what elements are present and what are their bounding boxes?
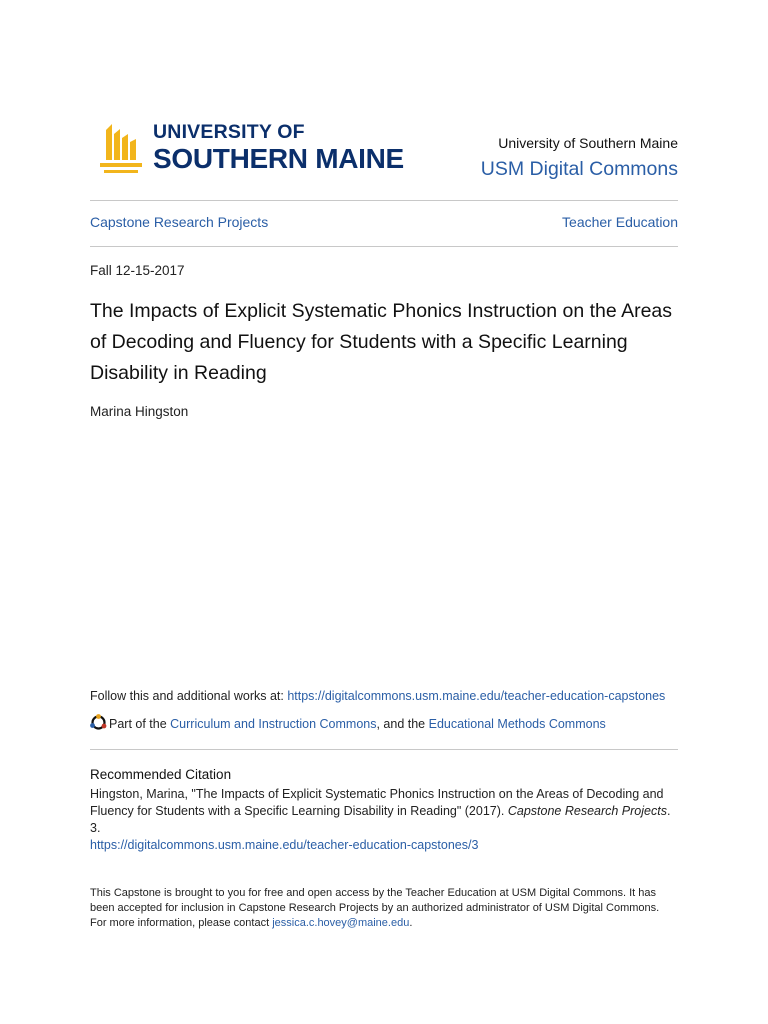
- open-access-network-icon: [90, 714, 107, 734]
- divider: [90, 749, 678, 750]
- follow-url-link[interactable]: https://digitalcommons.usm.maine.edu/teacher-education-capstones: [287, 689, 666, 703]
- part-of-middle: , and the: [376, 717, 429, 731]
- divider: [90, 246, 678, 247]
- series-link[interactable]: Capstone Research Projects: [90, 214, 269, 230]
- citation-url-link[interactable]: https://digitalcommons.usm.maine.edu/teacher-education-capstones/3: [90, 838, 479, 852]
- footer-end: .: [409, 917, 413, 929]
- follow-line: [90, 689, 665, 703]
- citation-text: [90, 786, 678, 837]
- curriculum-commons-link[interactable]: Curriculum and Instruction Commons: [170, 717, 377, 731]
- department-link[interactable]: Teacher Education: [562, 214, 678, 230]
- footer-text: This Capstone is brought to you for free and open access by the Teacher Education at USM Digital Commons. It has been accepted for inclusion in Capstone Research Projects by an authorized administrator of USM Digital Commons. For more information, please contact: [90, 887, 660, 929]
- document-title: The Impacts of Explicit Systematic Phonics Instruction on the Areas of Decoding and Fluency for Students with a Specific Learning Disability in Reading: [90, 300, 673, 384]
- follow-prefix: Follow this and additional works at:: [90, 689, 288, 703]
- logo-line-2: SOUTHERN MAINE: [153, 143, 404, 174]
- institution-name: University of Southern Maine: [498, 135, 678, 151]
- usm-logo[interactable]: [98, 118, 404, 180]
- divider: [90, 200, 678, 201]
- educational-methods-commons-link[interactable]: Educational Methods Commons: [428, 717, 606, 731]
- citation-main: Hingston, Marina, "The Impacts of Explicit Systematic Phonics Instruction on the Areas of Decoding and Fluency for Students with a Specific Learning Disability in Reading" (2017).: [90, 787, 664, 818]
- part-of-prefix: Part of the: [109, 717, 171, 731]
- author-name[interactable]: Marina Hingston: [90, 404, 189, 419]
- repository-link[interactable]: USM Digital Commons: [480, 158, 678, 180]
- citation-heading: Recommended Citation: [90, 767, 232, 782]
- part-of-line: [90, 714, 606, 734]
- publication-date: Fall 12-15-2017: [90, 263, 185, 278]
- citation-tail: . 3.: [90, 804, 671, 835]
- contact-email-link[interactable]: jessica.c.hovey@maine.edu: [272, 917, 410, 929]
- header: [90, 118, 678, 190]
- logo-line-1: UNIVERSITY OF: [153, 121, 305, 143]
- footer-notice: [90, 886, 660, 931]
- citation-series: Capstone Research Projects: [507, 804, 667, 818]
- lighthouse-sail-icon: [98, 120, 146, 176]
